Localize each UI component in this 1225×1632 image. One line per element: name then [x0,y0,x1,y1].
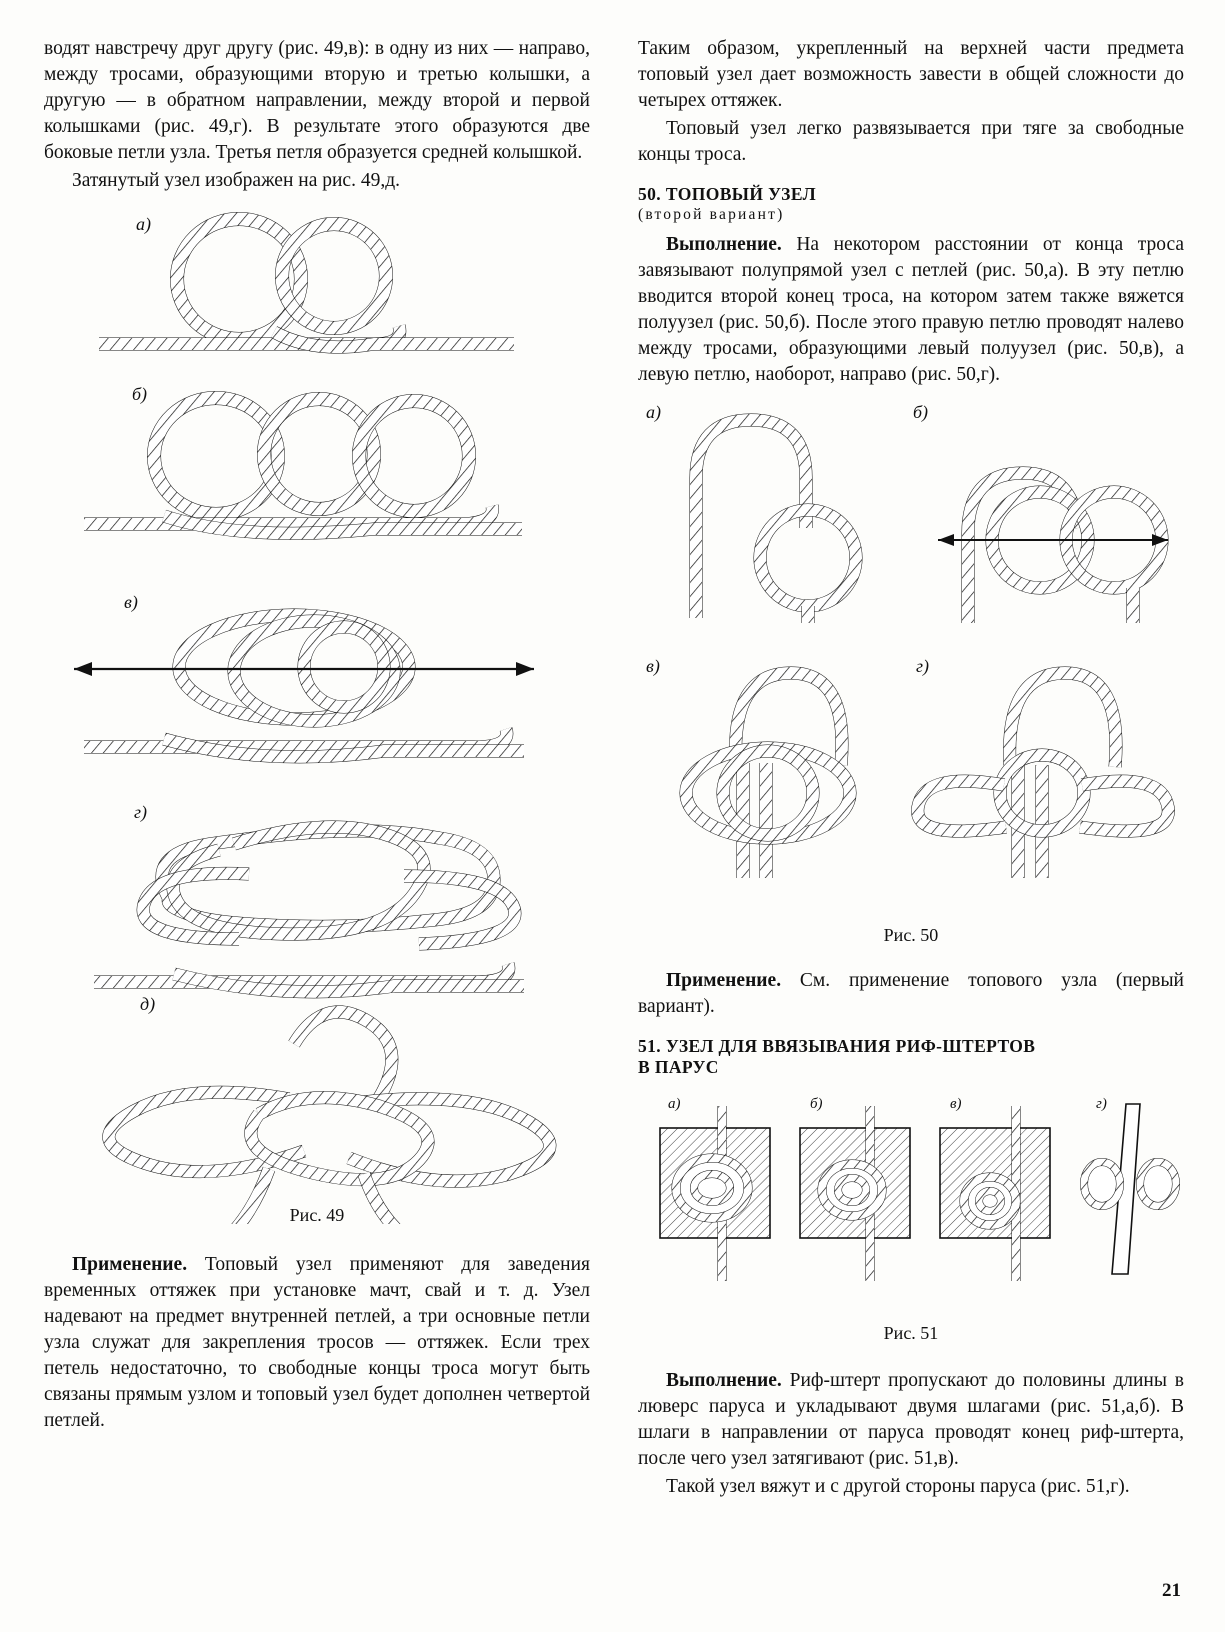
left-column [44,36,590,1556]
figure-50 [638,398,1184,958]
figure-51-drawing [638,1096,1184,1311]
right-column [638,36,1184,1556]
application-label: Применение. [72,1254,188,1275]
figure-51-label-g: г) [1096,1096,1107,1112]
figure-51-label-a: а) [668,1096,681,1112]
figure-50-drawing [638,398,1184,918]
figure-50-label-a: а) [646,402,661,422]
figure-49-label-d: д) [140,994,156,1014]
left-application-paragraph [44,1252,590,1434]
figure-49-label-g: г) [134,802,148,822]
section-51-heading-line2: В ПАРУС [638,1057,719,1077]
application-text: Топовый узел применяют для заведения временных оттяжек при установке мачт, свай и т. д. Узел надевают на предмет внутренней петлей, а три основные петли узла служат для закрепления тросов — оттяжек. Если трех петель недостаточно, то свободные концы троса могут быть связаны прямым узлом и топовый узел будет дополнен четвертой петлей. [44,1254,590,1431]
section-50-exec-text: На некотором расстоянии от конца троса завязывают полупрямой узел с петлей (рис. 50,а). В эту петлю вводится второй конец троса, на котором затем также вяжется полуузел (рис. 50,б). После этого правую петлю проводят налево между тросами, образующими левый полуузел (рис. 50,в), а левую петлю, наоборот, направо (рис. 50,г). [638,234,1184,385]
section-51-heading-line1: 51. УЗЕЛ ДЛЯ ВВЯЗЫВАНИЯ РИФ-ШТЕРТОВ [638,1036,1036,1056]
section-51-execution [638,1368,1184,1472]
figure-49-label-v: в) [124,592,138,612]
section-50-heading: 50. ТОПОВЫЙ УЗЕЛ [638,184,817,204]
figure-51-caption: Рис. 51 [883,1323,939,1343]
right-paragraph-2: Топовый узел легко развязывается при тяге за свободные концы троса. [638,118,1184,165]
section-51-last-paragraph: Такой узел вяжут и с другой стороны паруса (рис. 51,г). [666,1476,1130,1497]
left-paragraph-1: водят навстречу друг другу (рис. 49,в): в одну из них — направо, между тросами, образующими вторую и третью колышки, а другую — в обратном направлении, между второй и первой колышками (рис. 49,г). В результате этого образуются две боковые петли узла. Третья петля образуется средней колышкой. [44,38,590,163]
figure-50-label-v: в) [646,656,660,676]
section-50-application-label: Применение. [666,970,782,991]
page-number: 21 [1162,1580,1181,1601]
figure-51-label-b: б) [810,1096,823,1112]
section-50-exec-label: Выполнение. [666,234,782,255]
figure-51 [638,1096,1184,1346]
figure-49-label-a: а) [136,214,151,234]
left-paragraph-2: Затянутый узел изображен на рис. 49,д. [72,170,400,191]
figure-49-caption: Рис. 49 [289,1205,345,1225]
section-50-application-text: См. применение топового узла (первый вариант). [638,970,1184,1017]
section-51-exec-label: Выполнение. [666,1370,782,1391]
figure-49-drawing [44,204,590,1224]
figure-50-caption: Рис. 50 [883,925,939,945]
two-column-layout [44,36,1184,1556]
section-50-execution [638,232,1184,388]
figure-49-label-b: б) [132,384,148,404]
section-50-application [638,968,1184,1020]
section-50-subheading: (второй вариант) [638,206,785,223]
right-paragraph-1: Таким образом, укрепленный на верхней части предмета топовый узел дает возможность завести в общей сложности до четырех оттяжек. [638,38,1184,111]
figure-51-label-v: в) [950,1096,962,1112]
section-51-exec-text: Риф-штерт пропускают до половины длины в люверс паруса и укладывают двумя шлагами (рис. 51,а,б). В шлаги в направлении от паруса проводят конец риф-штерта, после чего узел затягивают (рис. 51,в). [638,1370,1184,1469]
figure-50-label-g: г) [916,656,930,676]
figure-49 [44,204,590,1234]
figure-50-label-b: б) [913,402,929,422]
